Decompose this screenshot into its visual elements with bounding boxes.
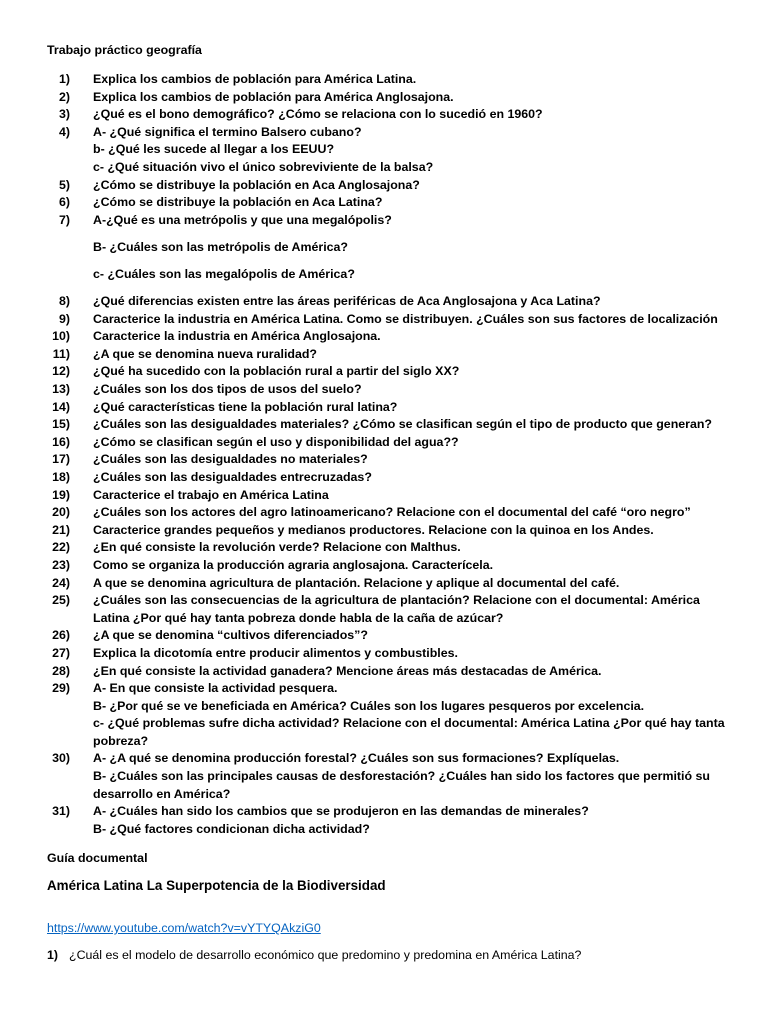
question-item xyxy=(47,212,747,284)
question-number: 8) xyxy=(58,294,70,309)
question-number: 10) xyxy=(52,329,70,344)
question-text: Caracterice la industria en América Latina. Como se distribuyen. ¿Cuáles son sus factores de localización xyxy=(93,311,718,326)
question-text: ¿Cómo se distribuye la población en Aca Anglosajona? xyxy=(93,177,420,192)
question-text: ¿Cuáles son las desigualdades no materiales? xyxy=(93,452,368,467)
question-text: ¿Cómo se clasifican según el uso y disponibilidad del agua?? xyxy=(93,434,459,449)
question-item xyxy=(47,293,747,311)
question-item xyxy=(47,803,747,838)
question-number xyxy=(47,698,70,716)
question-item xyxy=(47,487,747,505)
question-number xyxy=(47,239,70,257)
question-item xyxy=(47,328,747,346)
page-title: Trabajo práctico geografía xyxy=(47,43,202,57)
question-item xyxy=(47,434,747,452)
question-list xyxy=(47,71,747,838)
question-text: B- ¿Cuáles son las metrópolis de América? xyxy=(93,239,348,254)
question-text: ¿Cuáles son los dos tipos de usos del suelo? xyxy=(93,382,362,396)
question-item xyxy=(47,346,747,364)
question-number: 29) xyxy=(52,681,70,696)
guia-question xyxy=(47,947,747,964)
question-number: 9) xyxy=(58,311,70,326)
question-text: Caracterice grandes pequeños y medianos productores. Relacione con la quinoa en los Andes. xyxy=(93,522,654,537)
question-item xyxy=(47,416,747,434)
question-number: 28) xyxy=(52,663,70,678)
question-item xyxy=(47,177,747,195)
question-number: 20) xyxy=(52,505,70,520)
question-number: 12) xyxy=(52,364,70,379)
guia-question-number: 1) xyxy=(47,948,59,962)
question-text: ¿Cuáles son las desigualdades entrecruzadas? xyxy=(93,469,372,484)
question-text: Explica la dicotomía entre producir alimentos y combustibles. xyxy=(93,645,458,660)
question-item xyxy=(47,363,747,381)
question-item xyxy=(47,89,747,107)
question-number: 22) xyxy=(52,540,70,555)
question-item xyxy=(47,194,747,212)
question-text: A- ¿A qué se denomina producción forestal? ¿Cuáles son sus formaciones? Explíquelas. xyxy=(93,751,620,766)
question-number: 1) xyxy=(58,72,70,86)
question-number xyxy=(47,610,70,628)
question-number: 26) xyxy=(52,628,70,643)
question-number: 14) xyxy=(52,399,70,414)
question-number: 19) xyxy=(52,487,70,502)
question-number: 31) xyxy=(52,804,70,819)
question-text: A- En que consiste la actividad pesquera. xyxy=(93,681,338,696)
question-text: Como se organiza la producción agraria anglosajona. Caracterícela. xyxy=(93,557,494,572)
question-item xyxy=(47,663,747,681)
question-text: ¿En qué consiste la actividad ganadera? Mencione áreas más destacadas de América. xyxy=(93,663,602,678)
question-text: B- ¿Por qué se ve beneficiada en América? Cuáles son los lugares pesqueros por excelencia. xyxy=(93,698,645,713)
question-number: 23) xyxy=(52,557,70,572)
question-number: 30) xyxy=(52,751,70,766)
question-item xyxy=(47,539,747,557)
question-item xyxy=(47,575,747,593)
question-number: 6) xyxy=(58,195,70,210)
question-item xyxy=(47,311,747,329)
question-item xyxy=(47,750,747,803)
question-number: 3) xyxy=(58,107,70,122)
question-item xyxy=(47,680,747,750)
question-text: ¿Qué es el bono demográfico? ¿Cómo se relaciona con lo sucedió en 1960? xyxy=(93,107,543,122)
question-number xyxy=(47,768,70,786)
question-number xyxy=(47,159,70,177)
question-text: ¿A que se denomina nueva ruralidad? xyxy=(93,346,317,361)
question-number: 15) xyxy=(52,417,70,432)
question-number xyxy=(47,786,70,804)
question-text: B- ¿Qué factores condicionan dicha actividad? xyxy=(93,821,370,836)
question-item xyxy=(47,381,747,399)
question-text: A-¿Qué es una metrópolis y que una megalópolis? xyxy=(93,212,392,227)
guia-question-text: ¿Cuál es el modelo de desarrollo económico que predomino y predomina en América Latina? xyxy=(69,948,582,962)
question-number: 7) xyxy=(58,212,70,227)
question-text: ¿Cuáles son las desigualdades materiales? ¿Cómo se clasifican según el tipo de producto que generan? xyxy=(93,417,712,432)
question-text: Explica los cambios de población para América Latina. xyxy=(93,72,417,86)
question-text: A- ¿Cuáles han sido los cambios que se produjeron en las demandas de minerales? xyxy=(93,804,589,819)
question-number: 25) xyxy=(52,593,70,608)
question-text: b- ¿Qué les sucede al llegar a los EEUU? xyxy=(93,142,335,157)
guia-documental-heading: Guía documental xyxy=(47,851,148,865)
question-number xyxy=(47,733,70,751)
question-number: 5) xyxy=(58,177,70,192)
question-text: A que se denomina agricultura de plantación. Relacione y aplique al documental del café. xyxy=(93,575,620,590)
question-number: 21) xyxy=(52,522,70,537)
question-text: ¿Qué diferencias existen entre las áreas periféricas de Aca Anglosajona y Aca Latina? xyxy=(93,294,601,309)
question-text: Caracterice la industria en América Anglosajona. xyxy=(93,329,381,344)
question-text: ¿Qué características tiene la población rural latina? xyxy=(93,399,398,414)
question-text: desarrollo en América? xyxy=(93,786,231,801)
question-number xyxy=(47,821,70,839)
question-number: 27) xyxy=(52,645,70,660)
question-text: c- ¿Qué situación vivo el único sobreviviente de la balsa? xyxy=(93,159,434,174)
question-text: c- ¿Cuáles son las megalópolis de América? xyxy=(93,266,355,281)
question-text: A- ¿Qué significa el termino Balsero cubano? xyxy=(93,124,362,139)
question-number: 13) xyxy=(52,382,70,396)
question-item xyxy=(47,592,747,627)
question-item xyxy=(47,106,747,124)
question-number xyxy=(47,141,70,159)
question-number: 18) xyxy=(52,469,70,484)
question-text: ¿Cuáles son las consecuencias de la agricultura de plantación? Relacione con el documental: América xyxy=(93,593,700,608)
question-number: 17) xyxy=(52,452,70,467)
video-link[interactable]: https://www.youtube.com/watch?v=vYTYQAkziG0 xyxy=(47,921,321,935)
question-number: 11) xyxy=(52,346,70,361)
question-text: Caracterice el trabajo en América Latina xyxy=(93,487,329,502)
question-text: ¿Cómo se distribuye la población en Aca Latina? xyxy=(93,195,383,210)
question-item xyxy=(47,645,747,663)
question-item xyxy=(47,124,747,177)
question-text: ¿Qué ha sucedido con la población rural a partir del siglo XX? xyxy=(93,364,460,379)
question-text: c- ¿Qué problemas sufre dicha actividad? Relacione con el documental: América Latina ¿Por qué hay tanta xyxy=(93,716,725,731)
question-item xyxy=(47,451,747,469)
question-item xyxy=(47,557,747,575)
question-text: ¿A que se denomina “cultivos diferenciados”? xyxy=(93,628,368,643)
question-number: 4) xyxy=(58,124,70,139)
question-number xyxy=(47,715,70,733)
question-number: 16) xyxy=(52,434,70,449)
question-text: ¿En qué consiste la revolución verde? Relacione con Malthus. xyxy=(93,540,461,555)
question-text: ¿Cuáles son los actores del agro latinoamericano? Relacione con el documental del café “oro negro” xyxy=(93,505,691,520)
question-item xyxy=(47,469,747,487)
question-item xyxy=(47,522,747,540)
question-number: 24) xyxy=(52,575,70,590)
question-text: B- ¿Cuáles son las principales causas de desforestación? ¿Cuáles han sido los factores que permitió su xyxy=(93,769,710,784)
question-item xyxy=(47,399,747,417)
question-text: Latina ¿Por qué hay tanta pobreza donde habla de la caña de azúcar? xyxy=(93,610,504,625)
question-number: 2) xyxy=(58,89,70,104)
question-number xyxy=(47,266,70,284)
question-item xyxy=(47,627,747,645)
video-title: América Latina La Superpotencia de la Biodiversidad xyxy=(47,878,386,893)
question-text: pobreza? xyxy=(93,733,149,748)
question-text: Explica los cambios de población para América Anglosajona. xyxy=(93,89,454,104)
question-item xyxy=(47,504,747,522)
question-item xyxy=(47,71,747,89)
